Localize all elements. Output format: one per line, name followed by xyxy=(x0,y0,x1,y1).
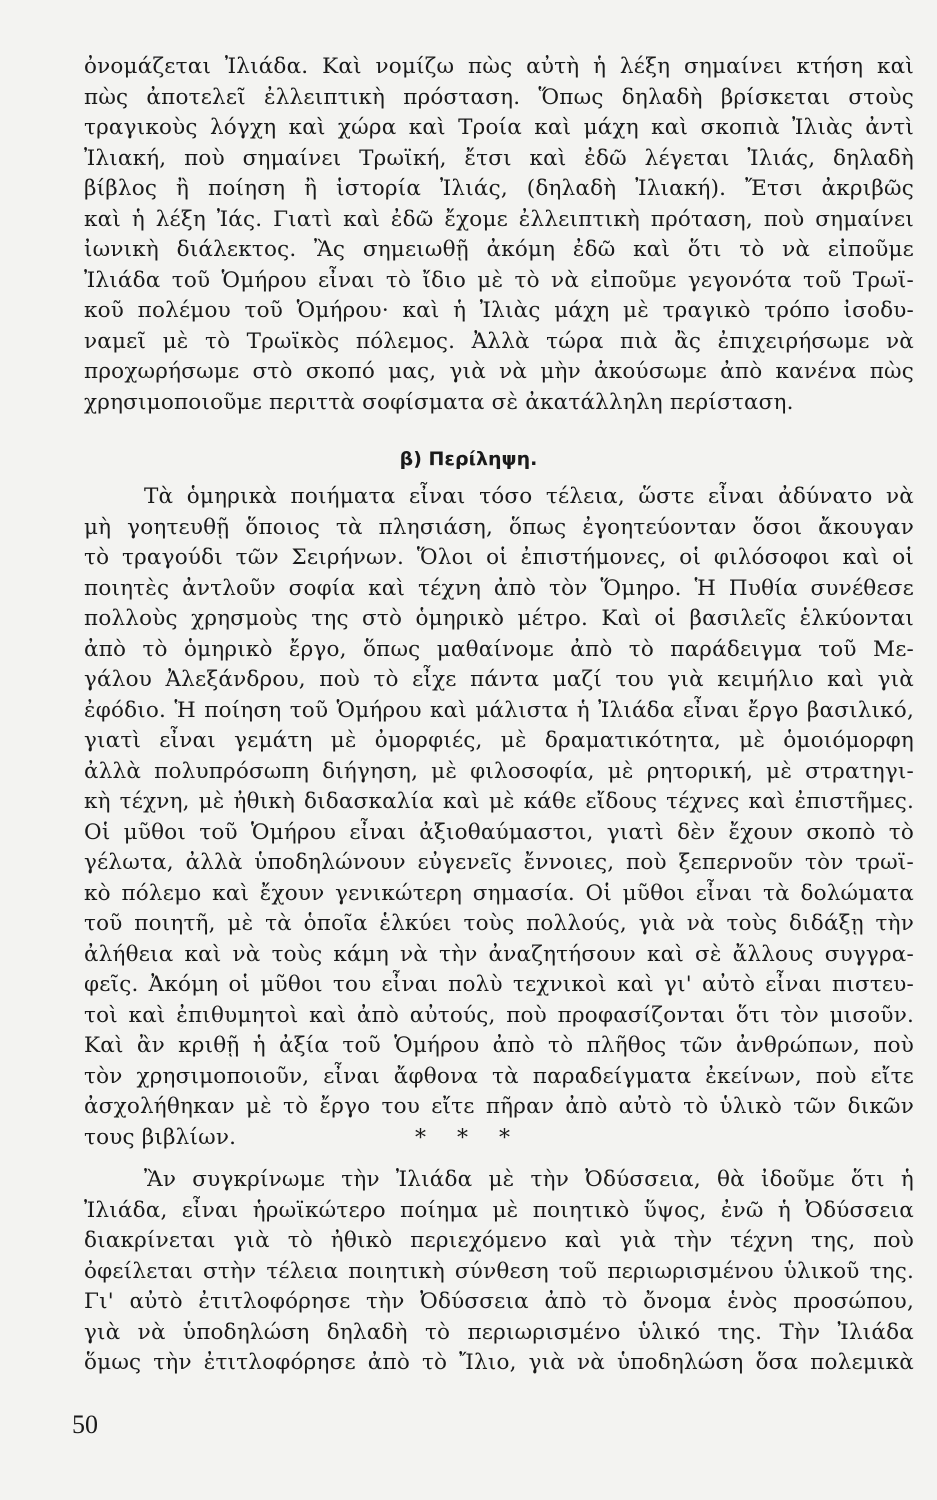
text-line: ἀσχολήθηκαν μὲ τὸ ἔργο του εἴτε πῆραν ἀπὸ αὐτὸ τὸ ὑλικὸ τῶν δικῶν xyxy=(84,1094,914,1119)
paragraph-2 xyxy=(84,482,914,1153)
text-line: Ἰλιάδα τοῦ Ὁμήρου εἶναι τὸ ἴδιο μὲ τὸ νὰ εἰποῦμε γεγονότα τοῦ Τρωϊ- xyxy=(84,267,914,293)
page-number: 50 xyxy=(72,1410,98,1439)
text-line: κὴ τέχνη, μὲ ἠθικὴ διδασκαλία καὶ μὲ κάθε εἴδους τέχνες καὶ ἐπιστῆμες. xyxy=(84,789,914,814)
text-line: τους βιβλίων. xyxy=(84,1124,237,1150)
text-line: κὸ πόλεμο καὶ ἔχουν γενικώτερη σημασία. Οἱ μῦθοι εἶναι τὰ δολώματα xyxy=(84,880,914,906)
text-line: χρησιμοποιοῦμε περιττὰ σοφίσματα σὲ ἀκατάλληλη περίσταση. xyxy=(84,389,794,415)
text-line: ὅμως τὴν ἐτιτλοφόρησε ἀπὸ τὸ Ἴλιο, γιὰ νὰ ὑποδηλώση ὅσα πολεμικὰ xyxy=(84,1350,914,1375)
text-line: γέλωτα, ἀλλὰ ὑποδηλώνουν εὐγενεῖς ἔννοιες, ποὺ ξεπερνοῦν τὸν τρωϊ- xyxy=(84,850,914,875)
text-line: τοὶ καὶ ἐπιθυμητοὶ καὶ ἀπὸ αὐτούς, ποὺ προφασίζονται ὅτι τὸν μισοῦν. xyxy=(84,1002,914,1028)
paragraph-3 xyxy=(84,1165,914,1379)
text-line: καὶ ἡ λέξη Ἰάς. Γιατὶ καὶ ἐδῶ ἔχομε ἐλλειπτικὴ πρόταση, ποὺ σημαίνει xyxy=(84,206,914,232)
paragraph-1 xyxy=(84,52,914,418)
text-line: μὴ γοητευθῇ ὅποιος τὰ πλησιάση, ὅπως ἐγοητεύονταν ὅσοι ἄκουγαν xyxy=(84,514,914,540)
text-line: ὀνομάζεται Ἰλιάδα. Καὶ νομίζω πὼς αὐτὴ ἡ λέξη σημαίνει κτήση καὶ xyxy=(84,54,914,79)
text-line: ἐφόδιο. Ἡ ποίηση τοῦ Ὁμήρου καὶ μάλιστα ἡ Ἰλιάδα εἶναι ἔργο βασιλικό, xyxy=(84,697,914,723)
text-line: γιατὶ εἶναι γεμάτη μὲ ὀμορφιές, μὲ δραματικότητα, μὲ ὁμοιόμορφη xyxy=(84,728,914,753)
text-line: προχωρήσωμε στὸ σκοπό μας, γιὰ νὰ μὴν ἀκούσωμε ἀπὸ κανένα πὼς xyxy=(84,359,914,384)
text-line: πὼς ἀποτελεῖ ἐλλειπτικὴ πρόσταση. Ὅπως δηλαδὴ βρίσκεται στοὺς xyxy=(84,84,914,110)
text-line: ναμεῖ μὲ τὸ Τρωϊκὸς πόλεμος. Ἀλλὰ τώρα πιὰ ἂς ἐπιχειρήσωμε νὰ xyxy=(84,328,914,354)
text-line: τραγικοὺς λόγχη καὶ χώρα καὶ Τροία καὶ μάχη καὶ σκοπιὰ Ἰλιὰς ἀντὶ xyxy=(84,115,914,140)
text-line: τοῦ ποιητῆ, μὲ τὰ ὁποῖα ἑλκύει τοὺς πολλούς, γιὰ νὰ τοὺς διδάξῃ τὴν xyxy=(84,911,914,936)
text-line: τὸν χρησιμοποιοῦν, εἶναι ἄφθονα τὰ παραδείγματα ἐκείνων, ποὺ εἴτε xyxy=(84,1063,914,1089)
text-line: γιὰ νὰ ὑποδηλώση δηλαδὴ τὸ περιωρισμένο ὑλικό της. Τὴν Ἰλιάδα xyxy=(84,1319,914,1345)
text-line: ἰωνικὴ διάλεκτος. Ἂς σημειωθῇ ἀκόμη ἐδῶ καὶ ὅτι τὸ νὰ εἰποῦμε xyxy=(84,237,914,262)
text-line: ὀφείλεται στὴν τέλεια ποιητικὴ σύνθεση τοῦ περιωρισμένου ὑλικοῦ της. xyxy=(84,1258,914,1284)
text-line: Ἂν συγκρίνωμε τὴν Ἰλιάδα μὲ τὴν Ὀδύσσεια, θὰ ἰδοῦμε ὅτι ἡ xyxy=(144,1167,914,1192)
text-line: Ἰλιάδα, εἶναι ἡρωϊκώτερο ποίημα μὲ ποιητικὸ ὕψος, ἐνῶ ἡ Ὀδύσσεια xyxy=(84,1197,914,1223)
text-line: ποιητὲς ἀντλοῦν σοφία καὶ τέχνη ἀπὸ τὸν Ὅμηρο. Ἡ Πυθία συνέθεσε xyxy=(84,575,914,601)
text-line: Γι' αὐτὸ ἐτιτλοφόρησε τὴν Ὀδύσσεια ἀπὸ τὸ ὄνομα ἑνὸς προσώπου, xyxy=(84,1289,914,1314)
text-line: πολλοὺς χρησμοὺς της στὸ ὁμηρικὸ μέτρο. Καὶ οἱ βασιλεῖς ἑλκύονται xyxy=(84,606,914,631)
text-line: ἀπὸ τὸ ὁμηρικὸ ἔργο, ὅπως μαθαίνομε ἀπὸ τὸ παράδειγμα τοῦ Με- xyxy=(84,636,914,662)
section-separator: * * * xyxy=(415,1126,522,1151)
text-line: διακρίνεται γιὰ τὸ ἠθικὸ περιεχόμενο καὶ γιὰ τὴν τέχνη της, ποὺ xyxy=(84,1228,914,1253)
text-line: φεῖς. Ἀκόμη οἱ μῦθοι του εἶναι πολὺ τεχνικοὶ καὶ γι' αὐτὸ εἶναι πιστευ- xyxy=(84,972,914,997)
text-line: Ἰλιακή, ποὺ σημαίνει Τρωϊκή, ἔτσι καὶ ἐδῶ λέγεται Ἰλιάς, δηλαδὴ xyxy=(84,145,914,171)
text-line: τὸ τραγούδι τῶν Σειρήνων. Ὅλοι οἱ ἐπιστήμονες, οἱ φιλόσοφοι καὶ οἱ xyxy=(84,545,914,570)
text-line: ἀλλὰ πολυπρόσωπη διήγηση, μὲ φιλοσοφία, μὲ ρητορική, μὲ στρατηγι- xyxy=(84,758,914,784)
section-heading: β) Περίληψη. xyxy=(399,448,538,470)
text-line: κοῦ πολέμου τοῦ Ὁμήρου· καὶ ἡ Ἰλιὰς μάχη μὲ τραγικὸ τρόπο ἰσοδυ- xyxy=(84,298,914,323)
text-line: Τὰ ὁμηρικὰ ποιήματα εἶναι τόσο τέλεια, ὥστε εἶναι ἀδύνατο νὰ xyxy=(144,484,914,509)
text-line: βίβλος ἢ ποίηση ἢ ἱστορία Ἰλιάς, (δηλαδὴ Ἰλιακή). Ἔτσι ἀκριβῶς xyxy=(84,176,914,201)
text-line: Καὶ ἂν κριθῇ ἡ ἀξία τοῦ Ὁμήρου ἀπὸ τὸ πλῆθος τῶν ἀνθρώπων, ποὺ xyxy=(84,1033,914,1058)
text-line: Οἱ μῦθοι τοῦ Ὁμήρου εἶναι ἀξιοθαύμαστοι, γιατὶ δὲν ἔχουν σκοπὸ τὸ xyxy=(84,819,914,845)
text-line: γάλου Ἀλεξάνδρου, ποὺ τὸ εἶχε πάντα μαζί του γιὰ κειμήλιο καὶ γιὰ xyxy=(84,667,914,692)
text-line: ἀλήθεια καὶ νὰ τοὺς κάμη νὰ τὴν ἀναζητήσουν καὶ σὲ ἄλλους συγγρα- xyxy=(84,941,914,967)
